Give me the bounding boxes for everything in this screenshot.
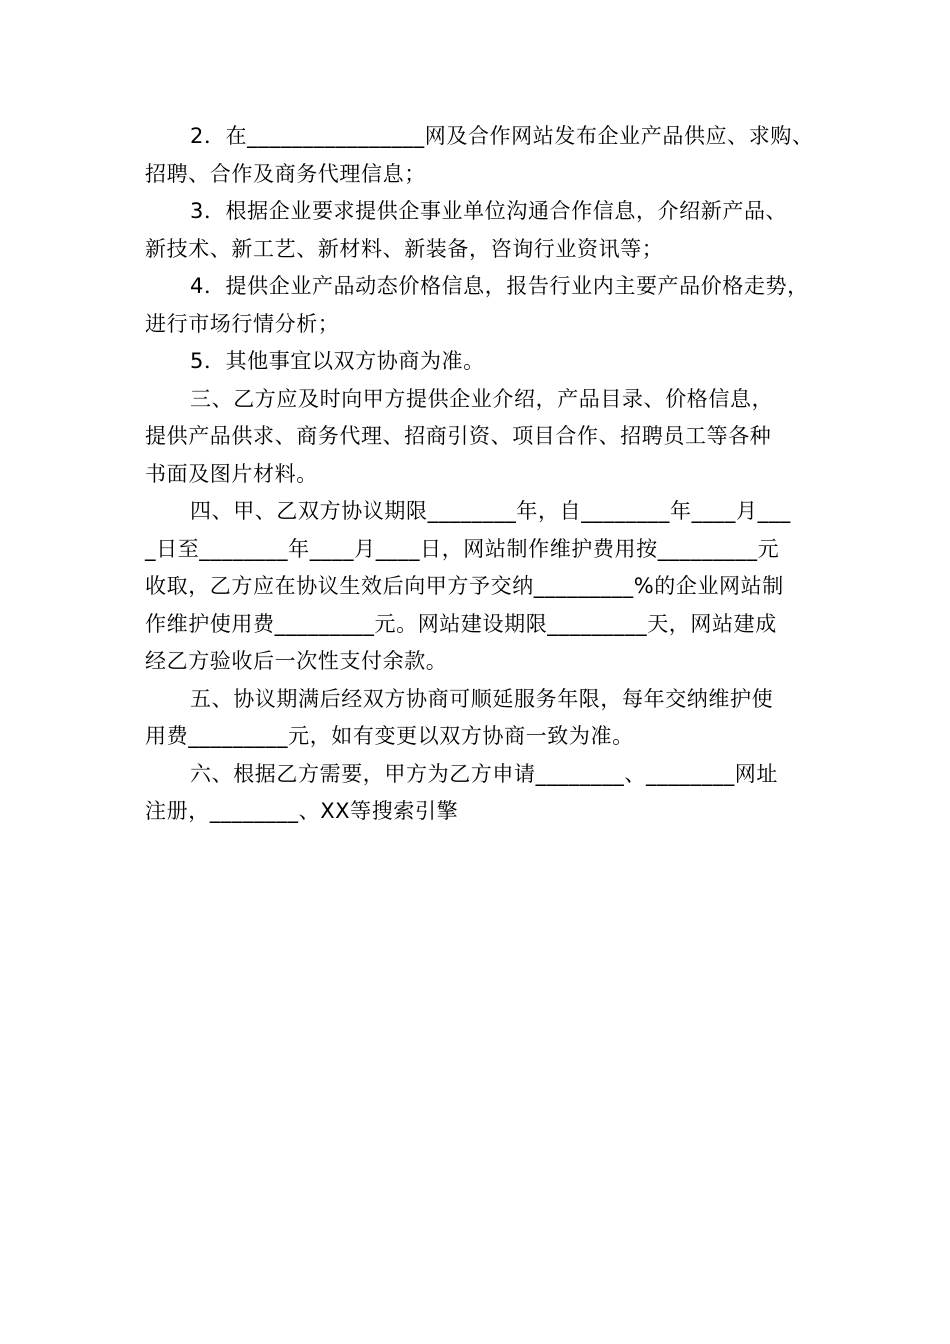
document-body: [145, 118, 815, 831]
paragraph-item-4: [145, 268, 815, 343]
text-line: 作维护使用费_________元。网站建设期限_________天，网站建成: [145, 611, 777, 636]
paragraph-item-2: [145, 118, 815, 193]
paragraph-item-3: [145, 193, 815, 268]
text-line: 5．其他事宜以双方协商为准。: [190, 349, 485, 373]
paragraph-section-3: [145, 381, 815, 494]
text-line: 注册，________、XX等搜索引擎: [145, 799, 459, 823]
paragraph-section-5: [145, 681, 815, 756]
paragraph-section-4: [145, 493, 815, 681]
text-line: 4．提供企业产品动态价格信息，报告行业内主要产品价格走势，: [190, 274, 809, 298]
text-line: 2．在________________网及合作网站发布企业产品供应、求购、: [190, 124, 814, 148]
text-line: 经乙方验收后一次性支付余款。: [145, 649, 448, 673]
text-line: 五、协议期满后经双方协商可顺延服务年限，每年交纳维护使: [190, 686, 774, 711]
text-line: 新技术、新工艺、新材料、新装备，咨询行业资讯等；: [145, 236, 664, 261]
text-line: _日至________年____月____日，网站制作维护费用按_________元: [145, 536, 780, 561]
text-line: 进行市场行情分析；: [145, 311, 340, 336]
text-line: 四、甲、乙双方协议期限________年，自________年____月___: [190, 499, 791, 523]
text-line: 提供产品供求、商务代理、招商引资、项目合作、招聘员工等各种: [145, 424, 772, 448]
text-line: 收取，乙方应在协议生效后向甲方予交纳_________%的企业网站制: [145, 574, 784, 598]
text-line: 招聘、合作及商务代理信息；: [145, 161, 426, 186]
text-line: 六、根据乙方需要，甲方为乙方申请________、________网址: [190, 761, 778, 786]
text-line: 3．根据企业要求提供企事业单位沟通合作信息，介绍新产品、: [190, 199, 788, 223]
text-line: 用费_________元，如有变更以双方协商一致为准。: [145, 724, 634, 748]
text-line: 三、乙方应及时向甲方提供企业介绍，产品目录、价格信息，: [190, 386, 774, 411]
paragraph-item-5: [145, 343, 815, 381]
text-line: 书面及图片材料。: [145, 461, 318, 486]
paragraph-section-6: [145, 756, 815, 831]
